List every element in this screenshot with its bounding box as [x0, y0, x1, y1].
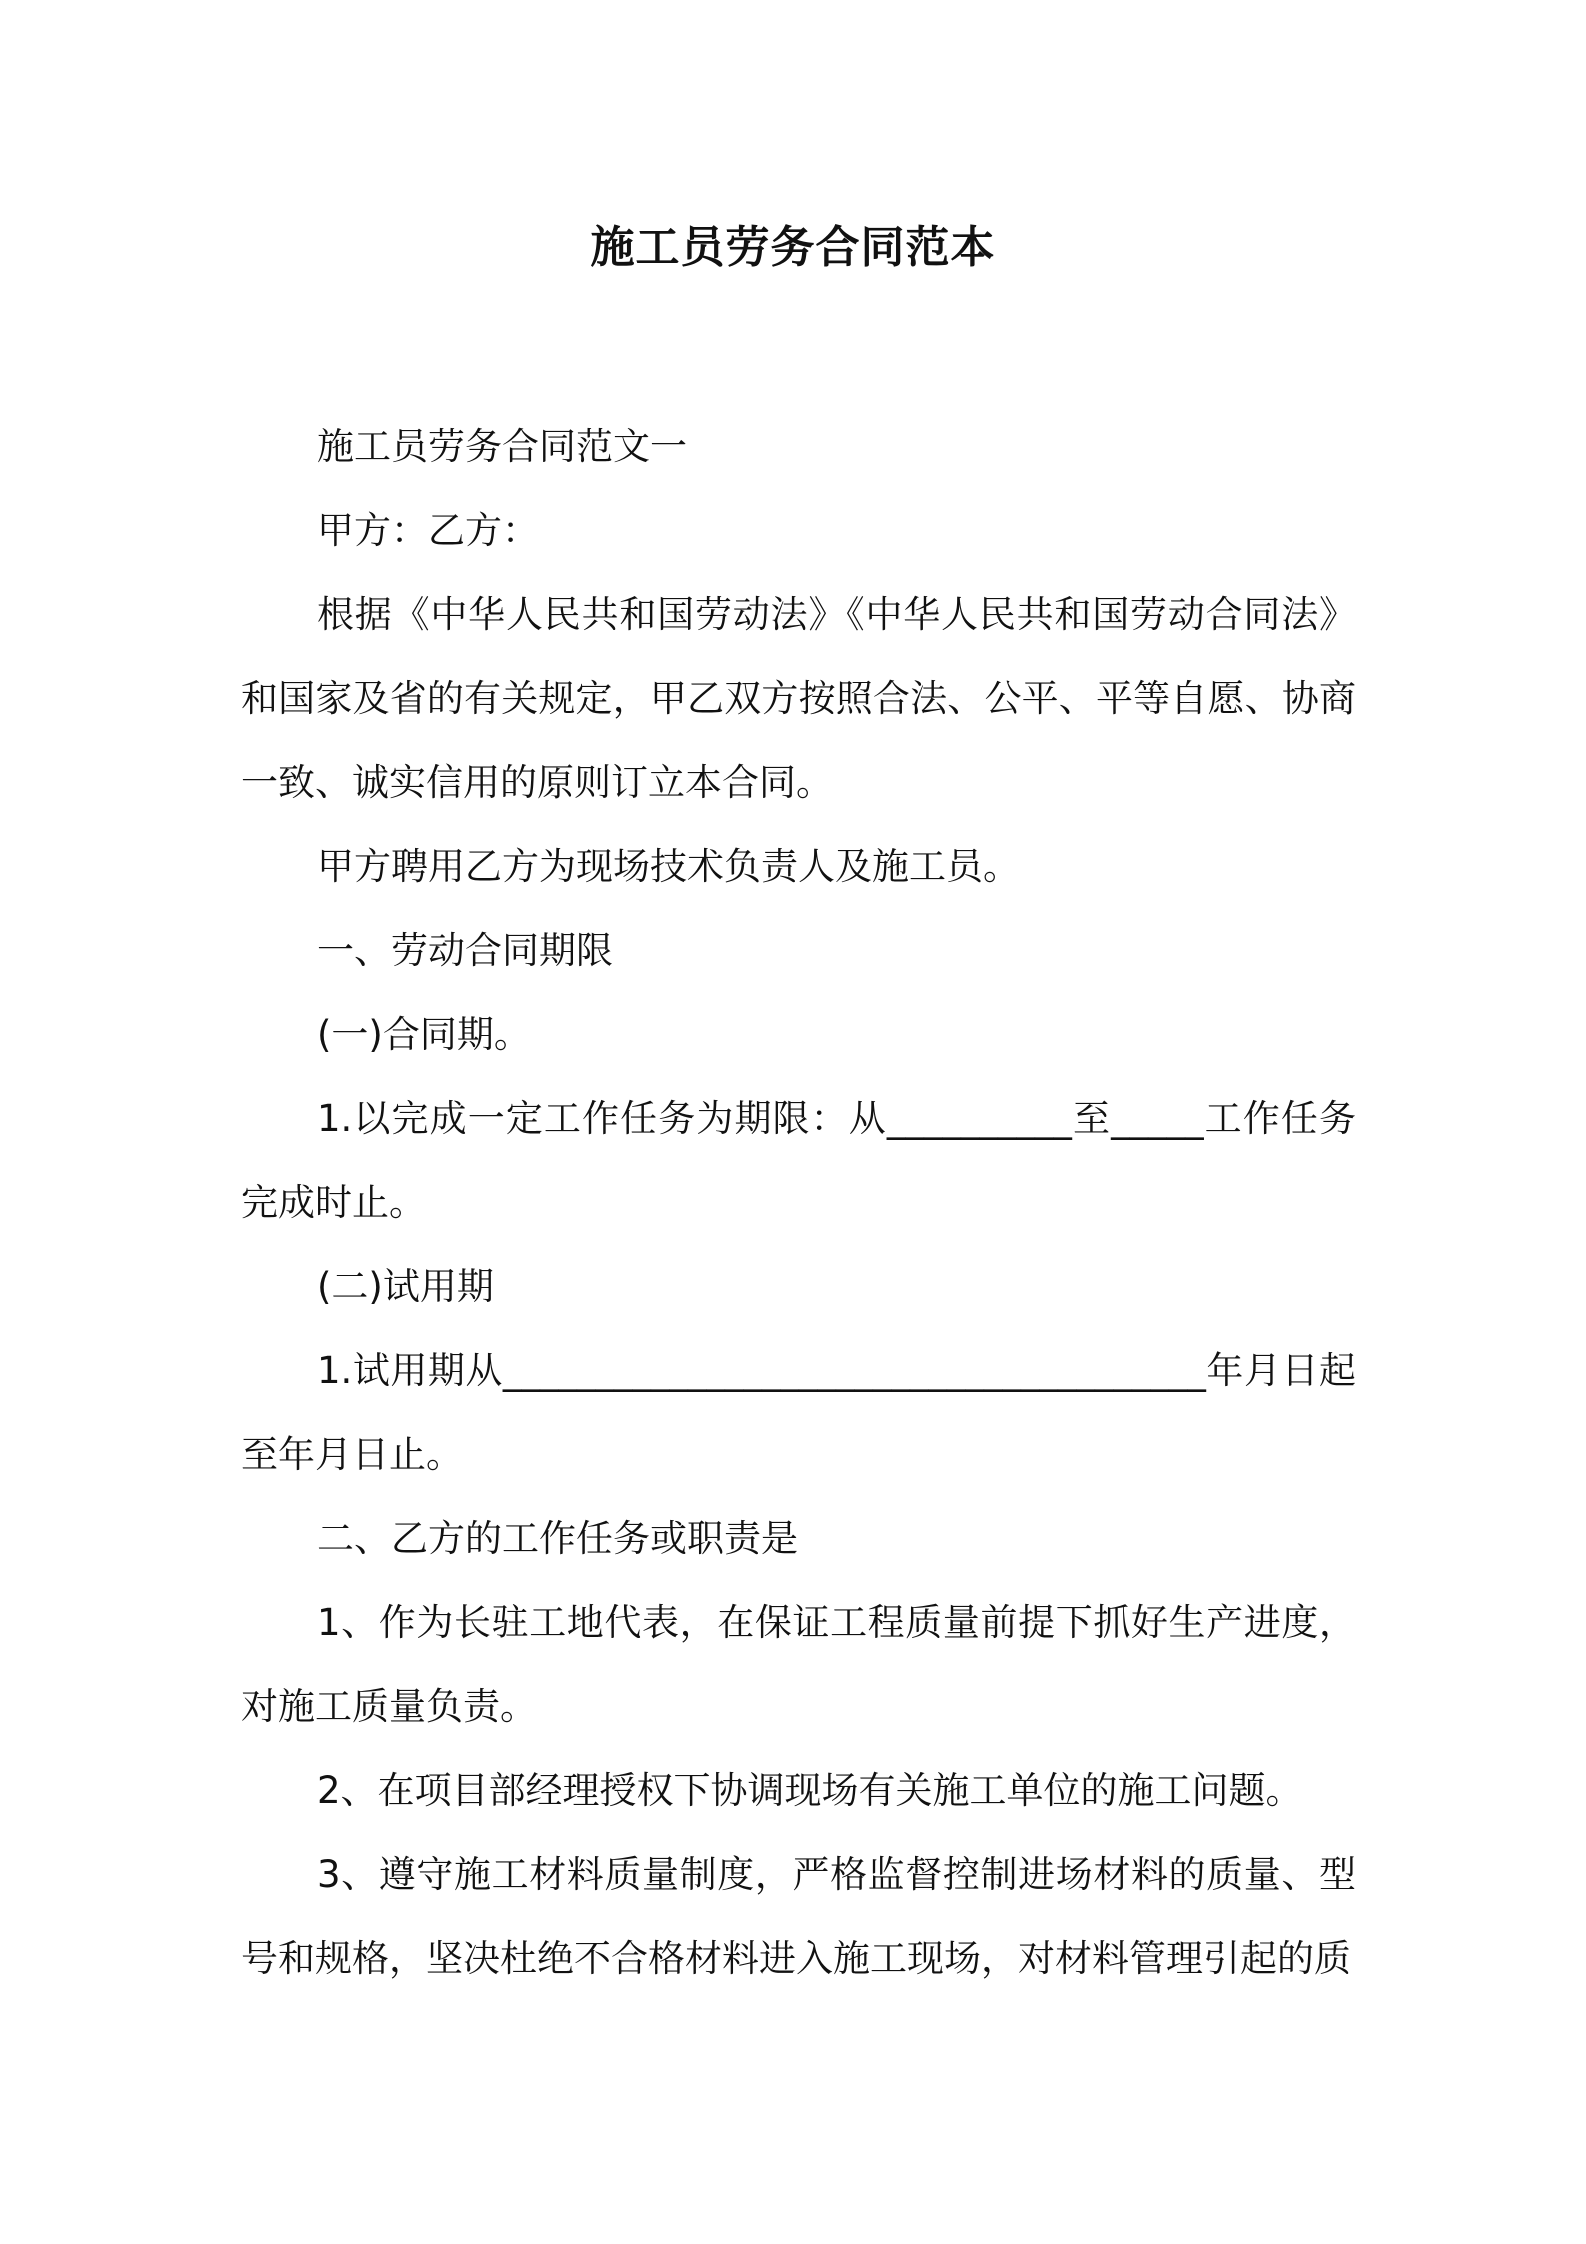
paragraph-probation-clause: 1.试用期从______________________________________年月日起至年月日止。 [241, 1349, 1356, 1476]
paragraph-parties: 甲方：乙方： [317, 509, 539, 552]
paragraph-duty-2: 2、在项目部经理授权下协调现场有关施工单位的施工问题。 [317, 1769, 1303, 1812]
document-body [241, 405, 1356, 2001]
paragraph-duty-3: 3、遵守施工材料质量制度，严格监督控制进场材料的质量、型号和规格，坚决杜绝不合格材料进入施工现场，对材料管理引起的质 [241, 1853, 1356, 1980]
paragraph-duty-1: 1、作为长驻工地代表，在保证工程质量前提下抓好生产进度，对施工质量负责。 [241, 1601, 1356, 1728]
document-title: 施工员劳务合同范本 [590, 222, 996, 273]
paragraph-appointment: 甲方聘用乙方为现场技术负责人及施工员。 [317, 845, 1020, 888]
subsection-contract-period: (一)合同期。 [317, 1013, 531, 1056]
subsection-probation: (二)试用期 [317, 1265, 494, 1308]
section-heading-duties: 二、乙方的工作任务或职责是 [317, 1517, 798, 1560]
paragraph-legal-basis: 根据《中华人民共和国劳动法》《中华人民共和国劳动合同法》和国家及省的有关规定，甲乙双方按照合法、公平、平等自愿、协商一致、诚实信用的原则订立本合同。 [241, 593, 1356, 804]
section-heading-contract-term: 一、劳动合同期限 [317, 929, 613, 972]
paragraph-heading: 施工员劳务合同范文一 [317, 425, 687, 468]
paragraph-term-clause: 1.以完成一定工作任务为期限：从__________至_____工作任务完成时止。 [241, 1097, 1356, 1224]
